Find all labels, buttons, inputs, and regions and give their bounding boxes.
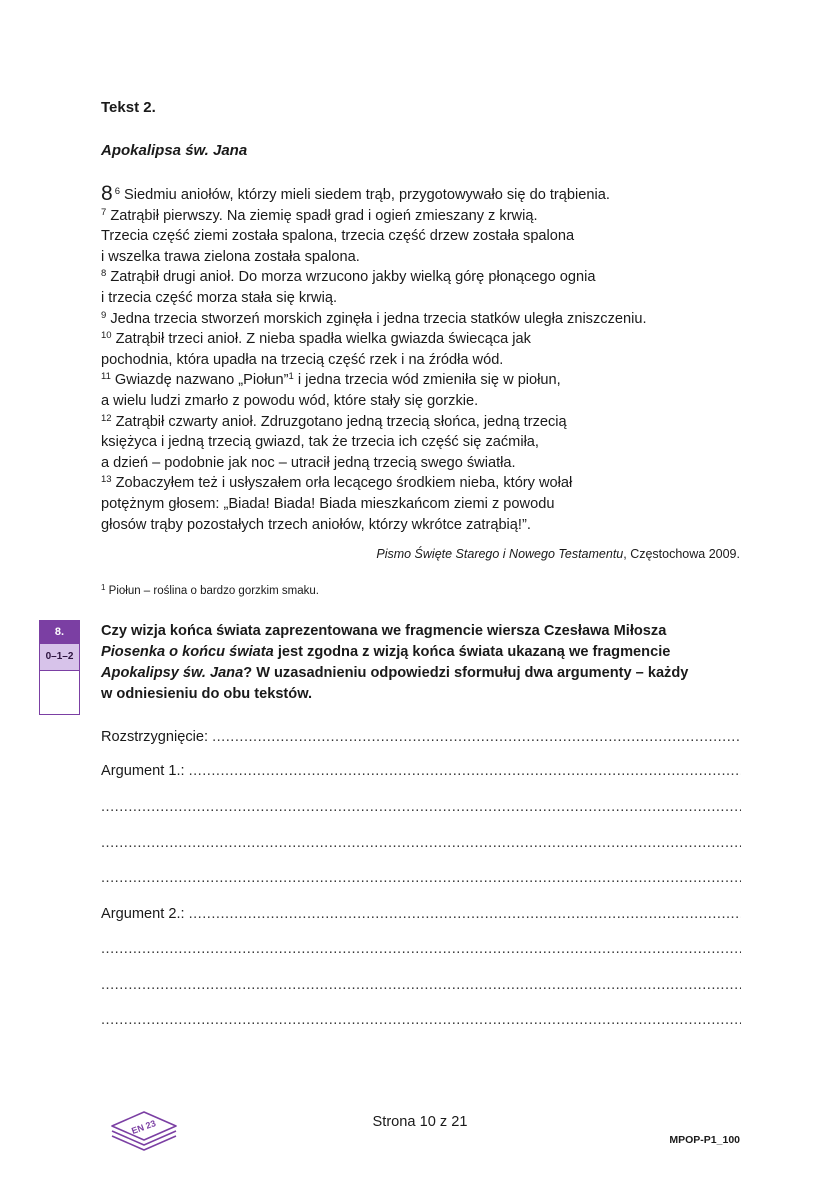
question-line (101, 642, 741, 663)
task-question (101, 621, 741, 705)
verse-text: Gwiazdę nazwano „Piołun” (110, 372, 289, 389)
verse-text: Zatrąbił drugi anioł. Do morza wrzucono jakby wielką górę płonącego ognia (106, 269, 596, 286)
footnote-number: 1 (101, 583, 106, 592)
verse-line: a wielu ludzi zmarło z powodu wód, które stały się gorzkie. (101, 392, 479, 409)
answer-line[interactable] (101, 835, 741, 851)
answer-line[interactable] (101, 941, 741, 957)
footnote (101, 585, 319, 597)
verse-line: pochodnia, która upadła na trzecią część rzek i na źródła wód. (101, 351, 504, 368)
verse-line (101, 473, 781, 494)
verse-number: 7 (101, 206, 107, 218)
poem-title: Piosenka o końcu świata (101, 644, 274, 660)
verse-number: 6 (114, 186, 120, 197)
verse-text: Zatrąbił trzeci anioł. Z nieba spadła wielka gwiazda świecąca jak (111, 331, 531, 348)
apocalypse-text (101, 184, 781, 535)
verse-text: i jedna trzecia wód zmieniła się w piołun, (293, 372, 561, 389)
exam-code: MPOP-P1_100 (669, 1134, 740, 1146)
dotted-line (101, 799, 741, 815)
footnote-text: Piołun – roślina o bardzo gorzkim smaku. (105, 585, 319, 597)
verse-line: i trzecia część morza stała się krwią. (101, 289, 337, 306)
verse-line: księżyca i jedną trzecią gwiazd, tak że trzecia ich część się zaćmiła, (101, 434, 539, 451)
dotted-line (101, 835, 741, 851)
question-line (101, 663, 741, 684)
verse-line (101, 267, 781, 288)
source-rest: , Częstochowa 2009. (623, 547, 740, 561)
argument2-label: Argument 2.: (101, 906, 185, 922)
question-text: jest zgodna z wizją końca świata ukazaną we fragmencie (273, 644, 671, 660)
answer-line[interactable] (101, 799, 741, 815)
argument1-label: Argument 1.: (101, 763, 185, 779)
answer-line[interactable] (101, 977, 741, 993)
text-heading: Tekst 2. (101, 99, 156, 116)
verse-text: Zatrąbił czwarty anioł. Zdruzgotano jedną trzecią słońca, jedną trzecią (111, 413, 567, 430)
chapter-number: 8 (101, 182, 113, 205)
task-score-box (39, 620, 80, 715)
question-line: w odniesieniu do obu tekstów. (101, 686, 313, 702)
argument2-answer-line[interactable] (101, 906, 741, 922)
verse-number: 10 (101, 330, 112, 342)
verse-line (101, 309, 781, 330)
source-citation (376, 547, 740, 561)
verse-number: 13 (101, 474, 112, 486)
verse-line (101, 412, 781, 433)
resolution-answer-line[interactable] (101, 729, 741, 745)
verse-line: i wszelka trawa zielona została spalona. (101, 248, 360, 265)
task-points: 0–1–2 (40, 643, 79, 671)
answer-line[interactable] (101, 1012, 741, 1028)
verse-line: a dzień – podobnie jak noc – utracił jedną trzecią swego światła. (101, 454, 516, 471)
verse-number: 11 (101, 371, 111, 383)
dotted-line (101, 870, 741, 886)
verse-number: 8 (101, 268, 107, 280)
verse-number: 9 (101, 309, 107, 321)
verse-line (101, 206, 781, 227)
dotted-line (212, 729, 741, 745)
verse-line (101, 184, 781, 206)
dotted-line (101, 1012, 741, 1028)
page-number: Strona 10 z 21 (372, 1114, 468, 1130)
verse-text: Zobaczyłem też i usłyszałem orła lecącego środkiem nieba, który wołał (111, 475, 573, 492)
dotted-line (101, 941, 741, 957)
verse-line: potężnym głosem: „Biada! Biada! Biada mieszkańcom ziemi z powodu (101, 495, 555, 512)
footnote-ref: 1 (288, 371, 294, 383)
verse-number: 12 (101, 412, 112, 424)
task-number: 8. (40, 621, 79, 643)
dotted-line (101, 977, 741, 993)
verse-line (101, 370, 781, 391)
verse-text: Zatrąbił pierwszy. Na ziemię spadł grad i ogień zmieszany z krwią. (106, 207, 538, 224)
verse-line (101, 329, 781, 350)
source-title: Pismo Święte Starego i Nowego Testamentu (376, 547, 624, 561)
verse-text: Jedna trzecia stworzeń morskich zginęła i jedna trzecia statków uległa zniszczeniu. (106, 310, 647, 327)
dotted-line (189, 763, 741, 779)
resolution-label: Rozstrzygnięcie: (101, 729, 209, 745)
dotted-line (189, 906, 741, 922)
text-title: Apokalipsa św. Jana (101, 142, 248, 159)
verse-line: Trzecia część ziemi została spalona, trzecia część drzew została spalona (101, 228, 575, 245)
question-line: Czy wizja końca świata zaprezentowana we fragmencie wiersza Czesława Miłosza (101, 623, 667, 639)
verse-line: głosów trąby pozostałych trzech aniołów, którzy wkrótce zatrąbią!”. (101, 516, 531, 533)
text-title-ref: Apokalipsy św. Jana (101, 665, 244, 681)
argument1-answer-line[interactable] (101, 763, 741, 779)
verse-text: Siedmiu aniołów, którzy mieli siedem trąb, przygotowywało się do trąbienia. (119, 187, 610, 203)
answer-line[interactable] (101, 870, 741, 886)
question-text: ? W uzasadnieniu odpowiedzi sformułuj dwa argumenty – każdy (243, 665, 689, 681)
logo-text: EN 23 (130, 1118, 158, 1137)
